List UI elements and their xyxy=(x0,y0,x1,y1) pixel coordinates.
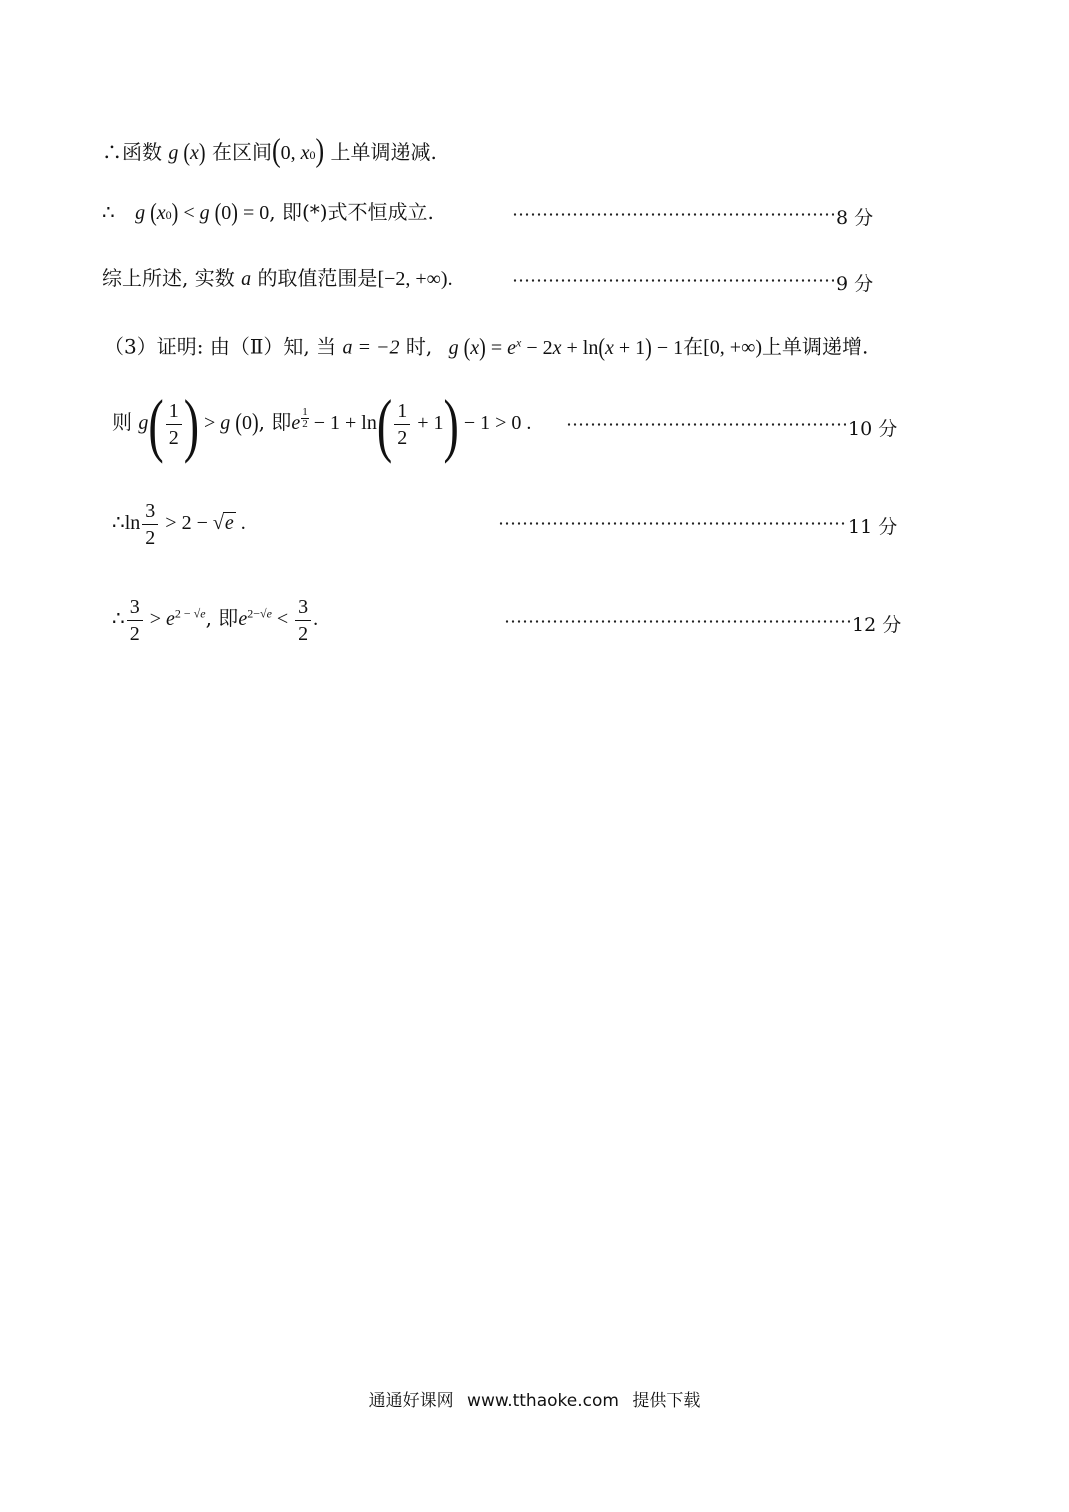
math-g-x: g (x) xyxy=(168,139,206,167)
text-on: 在 xyxy=(683,334,704,359)
dot-leader xyxy=(566,423,846,426)
footer-url: www.tthaoke.com xyxy=(467,1391,619,1411)
math-g-definition: g $(x) = e^x - 2x + \ln(x + 1) - 1$ xyxy=(448,333,684,362)
math-final-inequality: $e^{2-√e}$ < $\frac{3}{2}$ . xyxy=(238,596,319,645)
text-function: 函数 xyxy=(122,140,162,164)
dot-leader xyxy=(512,213,834,216)
math-interval-0-inf: [0, +∞) xyxy=(703,336,762,359)
text-when: 时, xyxy=(405,334,433,359)
therefore-symbol: ∴ xyxy=(112,510,125,535)
math-ln-inequality: ln $\frac{3}{2}$ > 2 − √e . xyxy=(124,500,246,549)
text-not-always-true: , 即(*)式不恒成立. xyxy=(269,200,434,224)
math-interval-range: [−2, +∞). xyxy=(377,268,453,290)
line-3-text xyxy=(102,268,453,289)
line-5-text xyxy=(112,384,532,464)
score-8: 8 分 xyxy=(836,207,874,229)
line-1-text xyxy=(102,132,437,169)
math-interval-0-x0: (0, x0) xyxy=(271,132,325,169)
text-in-summary: 综上所述, 实数 xyxy=(102,266,235,290)
therefore-symbol: ∴ xyxy=(112,606,125,631)
proof-line-6 xyxy=(0,496,1069,562)
footer-download-text: 提供下载 xyxy=(632,1391,701,1411)
math-g-x0-lt-g0: g (x0) < g (0) = 0 xyxy=(135,199,270,227)
text-then: 则 xyxy=(112,410,132,435)
math-three-halves-gt: $\frac{3}{2}$ > $e^{2 - √e}$ xyxy=(125,608,206,630)
score-10: 10 分 xyxy=(848,418,898,440)
score-11: 11 分 xyxy=(848,516,898,538)
math-g-half-gt-g0: g( $\frac{1}{2}$ ) > g (0) xyxy=(138,384,259,464)
score-12: 12 分 xyxy=(852,614,902,636)
proof-line-7 xyxy=(0,592,1069,658)
text-increasing: 上单调递增. xyxy=(761,334,869,359)
math-var-a: a xyxy=(241,268,252,290)
therefore-symbol: ∴ xyxy=(102,200,115,224)
text-namely: , 即 xyxy=(205,606,239,631)
line-4-text xyxy=(104,333,869,362)
text-range-is: 的取值范围是 xyxy=(257,266,378,290)
proof-line-5 xyxy=(0,384,1069,468)
therefore-symbol: ∴ xyxy=(102,140,122,164)
math-e-half-inequality: e $\frac{1}{2}$ − 1 + ln( $\frac{1}{2}$ + 1) − 1 > 0 . xyxy=(291,384,532,464)
text-decreasing: 上单调递减. xyxy=(330,140,437,164)
line-2-text xyxy=(102,199,434,227)
text-proof-label: （3）证明: 由（Ⅱ）知, 当 xyxy=(104,334,337,359)
math-a-eq-minus2: a = −2 xyxy=(342,336,400,359)
line-7-text xyxy=(112,596,318,645)
text-namely: , 即 xyxy=(258,410,292,435)
score-9: 9 分 xyxy=(836,273,874,295)
page-footer xyxy=(0,1386,1069,1411)
text-interval: 在区间 xyxy=(211,140,272,164)
dot-leader xyxy=(504,620,850,623)
dot-leader xyxy=(512,279,834,282)
line-6-text xyxy=(112,500,246,549)
dot-leader xyxy=(498,522,846,525)
footer-site-name: 通通好课网 xyxy=(368,1391,454,1411)
